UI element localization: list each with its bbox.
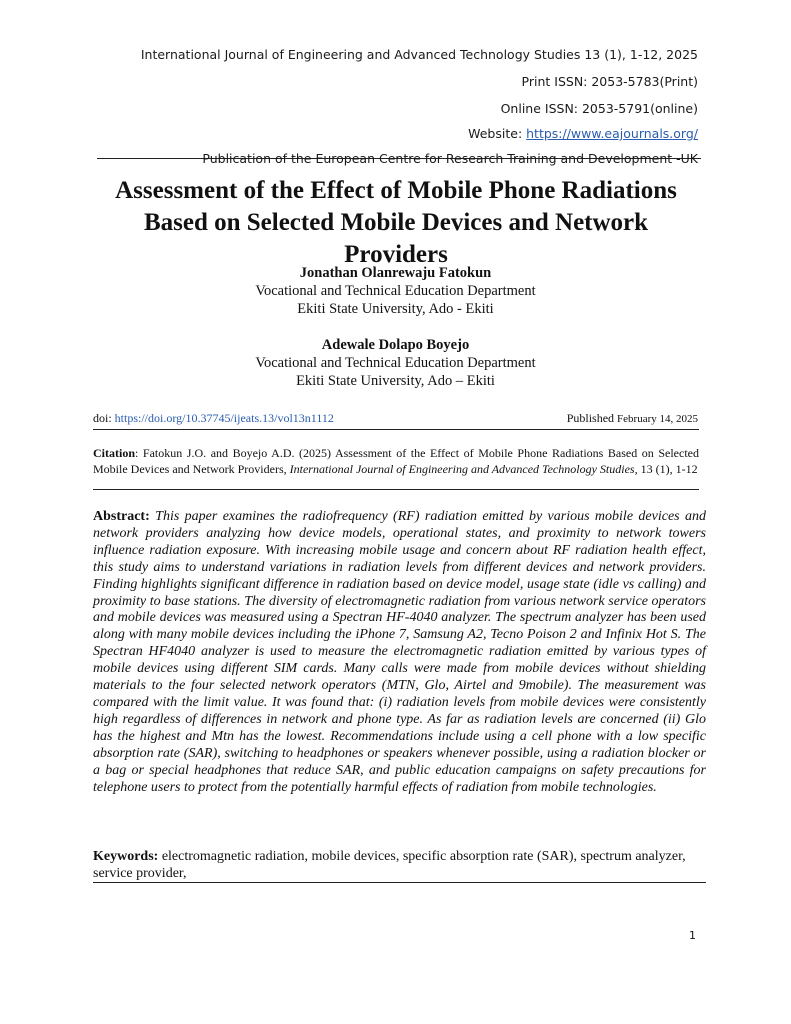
website-link[interactable]: https://www.eajournals.org/ bbox=[526, 126, 698, 141]
citation-tail: 13 (1), 1-12 bbox=[637, 462, 698, 476]
published bbox=[567, 410, 698, 427]
publisher-line: Publication of the European Centre for Research Training and Development -UK bbox=[202, 151, 698, 166]
website-line bbox=[468, 126, 698, 142]
website-label: Website: bbox=[468, 126, 527, 141]
journal-header: International Journal of Engineering and Advanced Technology Studies 13 (1), 1-12, 2025 bbox=[140, 47, 698, 62]
doi-rule bbox=[93, 429, 699, 430]
published-label: Published bbox=[566, 411, 615, 425]
abstract bbox=[93, 509, 706, 796]
keywords bbox=[93, 848, 706, 882]
page-number: 1 bbox=[689, 929, 696, 942]
author-2-institution: Ekiti State University, Ado – Ekiti bbox=[296, 373, 495, 389]
citation bbox=[93, 445, 699, 477]
author-2-name: Adewale Dolapo Boyejo bbox=[321, 337, 470, 353]
author-1-department: Vocational and Technical Education Department bbox=[255, 283, 536, 299]
online-issn: Online ISSN: 2053-5791(online) bbox=[500, 101, 698, 116]
doi-row bbox=[93, 410, 698, 427]
abstract-label: Abstract: bbox=[93, 509, 150, 524]
doi-label: doi: bbox=[93, 411, 115, 425]
published-date: February 14, 2025 bbox=[617, 413, 698, 425]
keywords-text: electromagnetic radiation, mobile devices, specific absorption rate (SAR), spectrum analyzer, service provider, bbox=[93, 849, 686, 881]
print-issn: Print ISSN: 2053-5783(Print) bbox=[521, 74, 698, 89]
doi-link[interactable]: https://doi.org/10.37745/ijeats.13/vol13n1112 bbox=[114, 411, 334, 425]
citation-label: Citation bbox=[93, 446, 135, 460]
paper-title: Assessment of the Effect of Mobile Phone Radiations Based on Selected Mobile Devices and Network Providers bbox=[115, 177, 677, 268]
citation-rule bbox=[93, 489, 699, 490]
keywords-label: Keywords: bbox=[93, 849, 159, 864]
author-1-name: Jonathan Olanrewaju Fatokun bbox=[299, 265, 492, 281]
author-1-institution: Ekiti State University, Ado - Ekiti bbox=[297, 301, 494, 317]
keywords-rule bbox=[93, 882, 706, 883]
doi bbox=[93, 410, 334, 427]
citation-text: : Fatokun J.O. and Boyejo A.D. (2025) Assessment of the Effect of Mobile Phone Radiations Based on Selected Mobile Devices and Network Providers, bbox=[93, 446, 699, 476]
abstract-text: This paper examines the radiofrequency (RF) radiation emitted by various mobile devices and network providers analyzing how device models, operational states, and proximity to network towers influence radiation exposure. With increasing mobile usage and concern about RF radiation health effect, this study aims to understand variations in radiation levels from different devices and network providers. Finding highlights significant difference in radiation based on device model, usage state (idle vs calling) and proximity to base stations. The diversity of electromagnetic radiation from various network service operators and mobile devices was measured using a Spectran HF-4040 analyzer. The spectrum analyzer has been used along with many mobile devices including the iPhone 7, Samsung A2, Tecno Poison 2 and Infinix Hot S. The Spectran HF4040 analyzer is used to measure the electromagnetic radiation emitted by various types of mobile devices using different SIM cards. Many calls were made from mobile devices without shielding materials to the four selected network operators (MTN, Glo, Airtel and 9mobile). The measurement was compared with the limit value. It was found that: (i) radiation levels from mobile devices were consistently high regardless of differences in network and phone type. As far as radiation levels are concerned (ii) Glo has the highest and Mtn has the lowest. Recommendations include using a cell phone with a low specific absorption rate (SAR), switching to headphones or speakers whenever possible, using a radiation blocker or a bag or special headphones that reduce SAR, and public education campaigns on safety precautions for telephone users to protect from the potentially harmful effects of radiation from mobile technologies. bbox=[93, 509, 706, 795]
author-2-department: Vocational and Technical Education Department bbox=[255, 355, 536, 371]
citation-journal: International Journal of Engineering and Advanced Technology Studies, bbox=[289, 462, 638, 476]
